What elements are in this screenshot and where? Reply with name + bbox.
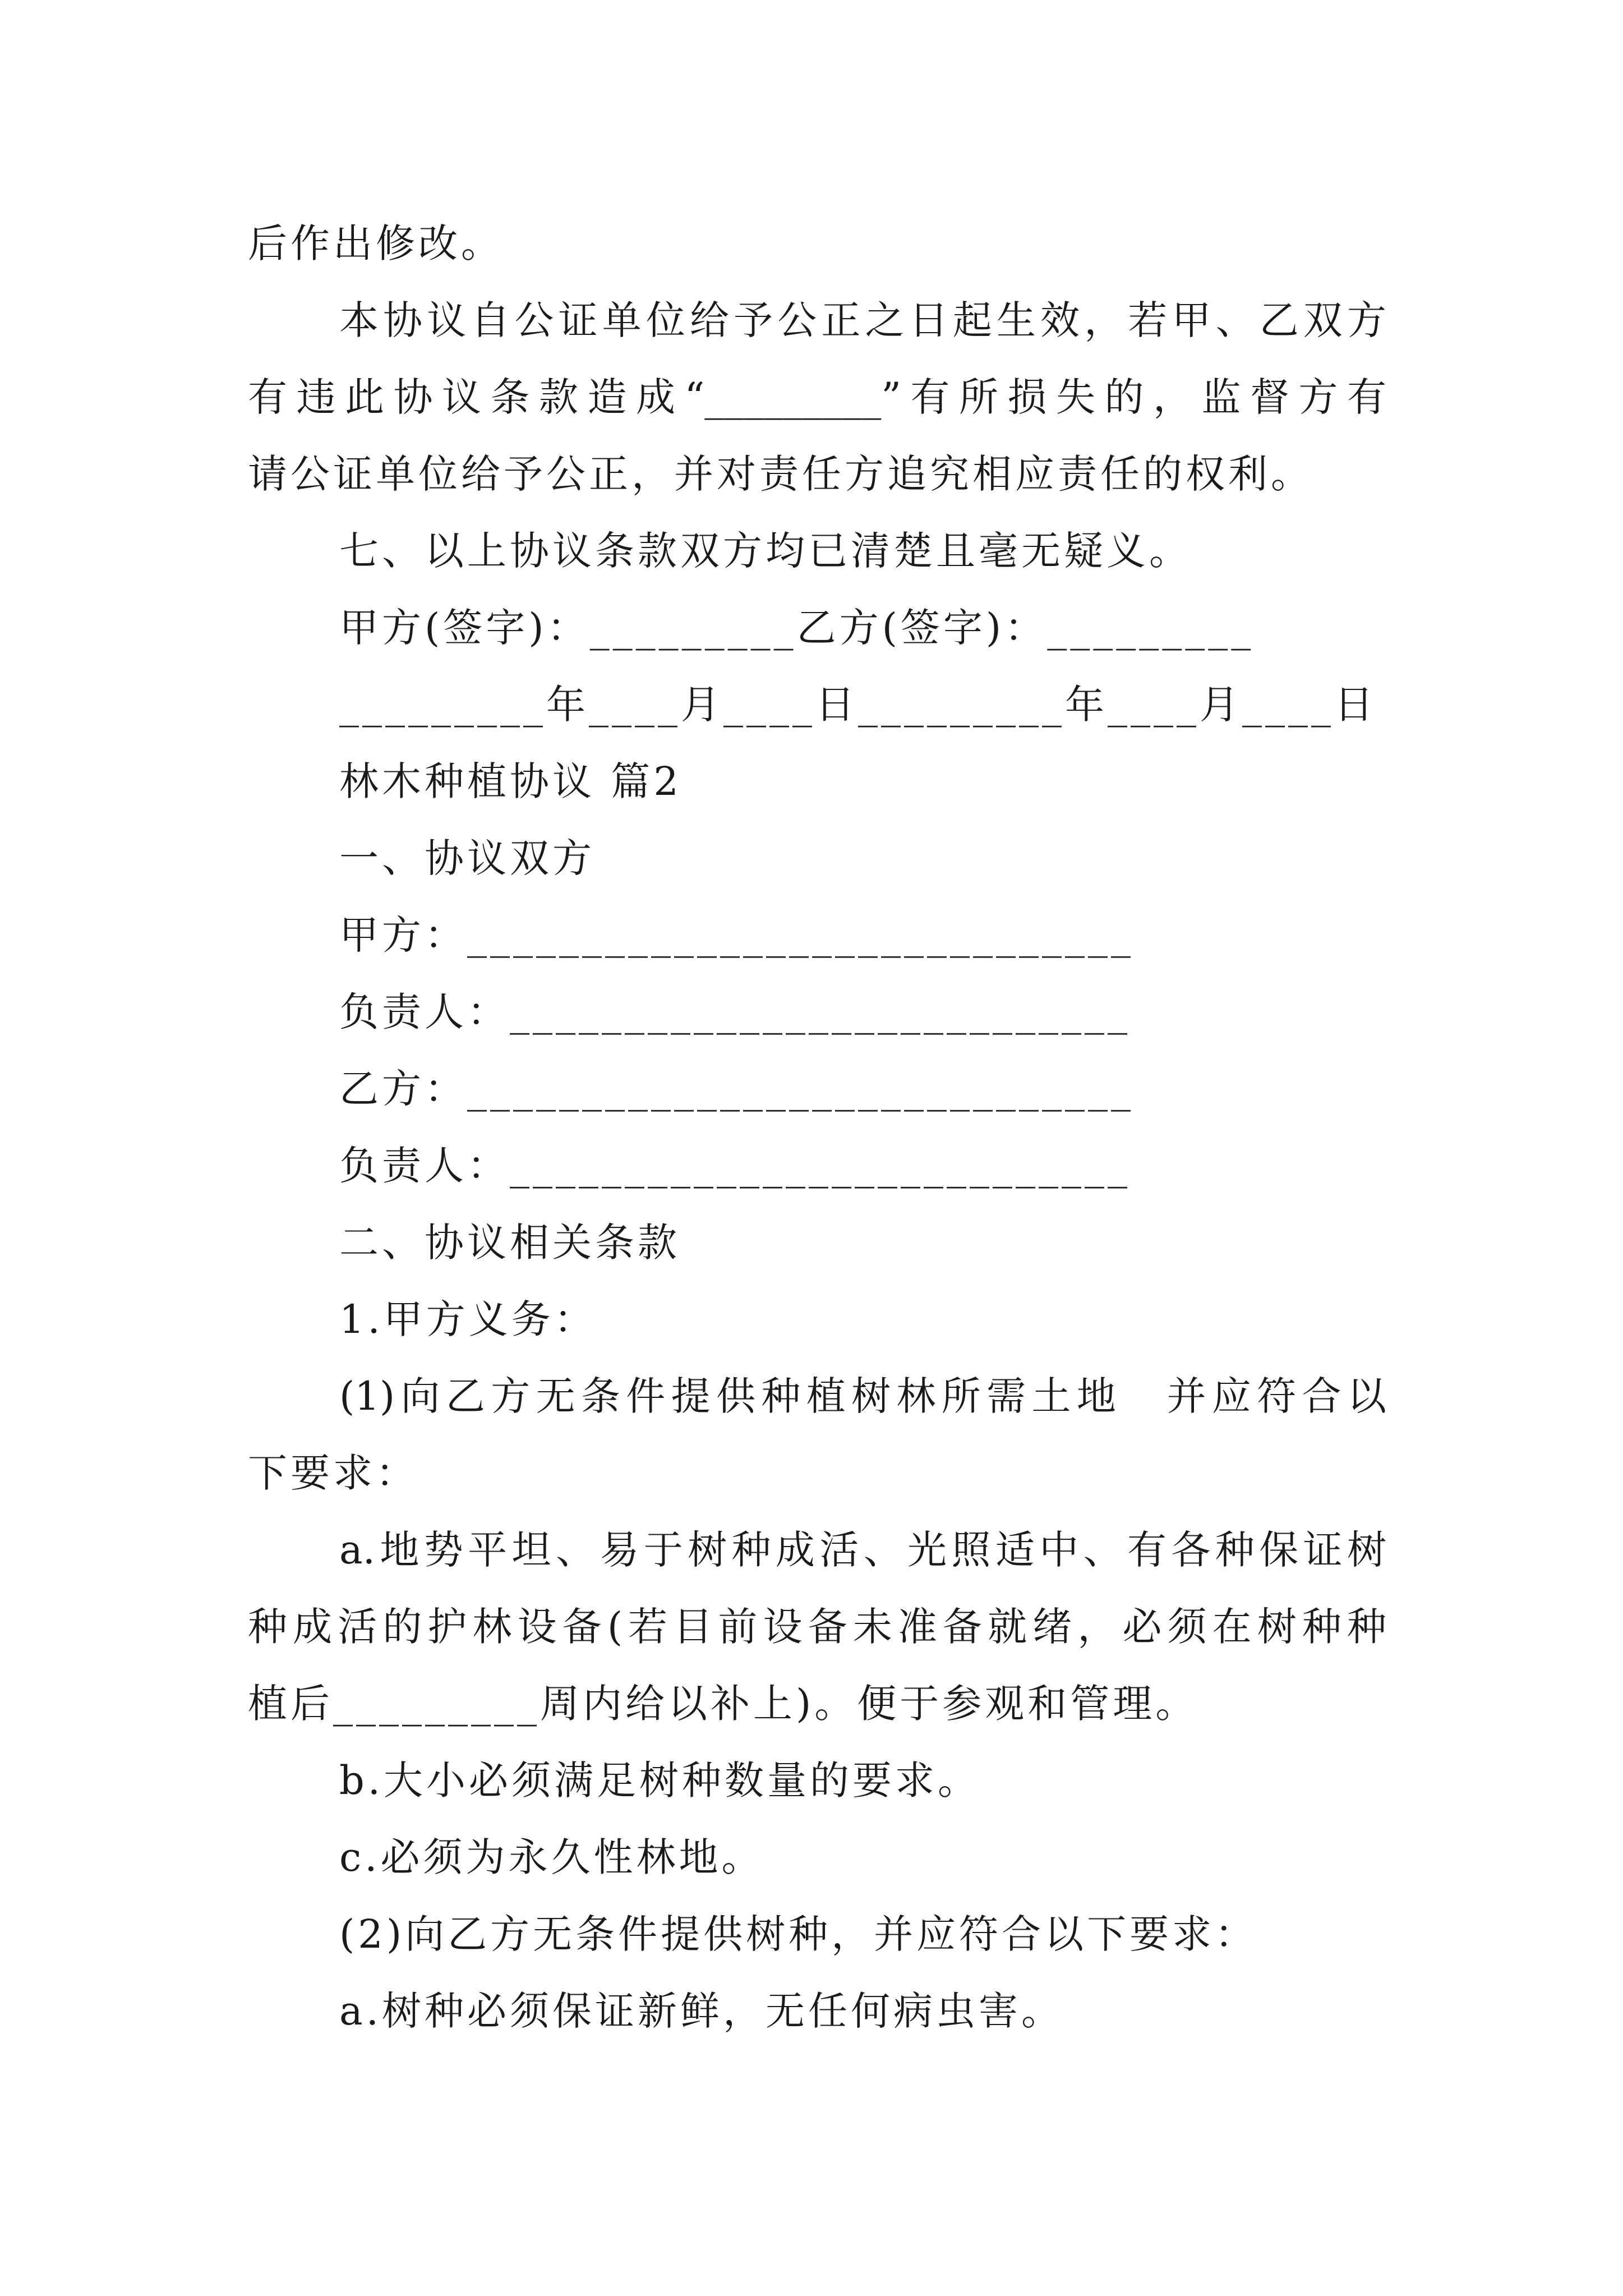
text-line: 本协议自公证单位给予公正之日起生效，若甲、乙双方 [339,297,1386,343]
party-a-representative-field: 负责人：___________________________ [339,989,1131,1035]
party-b-representative-field: 负责人：___________________________ [339,1143,1131,1189]
party-b-field: 乙方：_____________________________ [339,1066,1134,1112]
text-line: (2)向乙方无条件提供树种，并应符合以下要求： [339,1911,1258,1957]
signature-line: 甲方(签字)：_________乙方(签字)：_________ [339,605,1255,651]
text-line: (1)向乙方无条件提供种植树林所需土地 并应符合以 [339,1373,1386,1419]
clause-seven: 七、以上协议条款双方均已清楚且毫无疑义。 [339,528,1192,574]
text-line: a.树种必须保证新鲜，无任何病虫害。 [339,1988,1064,2034]
text-line: 种成活的护林设备(若目前设备未准备就绪，必须在树种种 [248,1604,1386,1650]
section-title: 林木种植协议 篇2 [339,758,682,804]
text-line: 下要求： [248,1450,418,1496]
text-line: 有违此协议条款造成“_________”有所损失的，监督方有 [248,374,1386,420]
subheading-party-a-duties: 1.甲方义务： [339,1296,597,1342]
text-line: 请公证单位给予公正，并对责任方追究相应责任的权利。 [248,451,1313,497]
text-line: a.地势平坦、易于树种成活、光照适中、有各种保证树 [339,1527,1386,1573]
document-body [248,205,1386,2050]
text-line: b.大小必须满足树种数量的要求。 [339,1757,981,1803]
text-line: 后作出修改。 [248,220,504,266]
section-heading-parties: 一、协议双方 [339,835,595,881]
text-line: 植后_________周内给以补上)。便于参观和管理。 [248,1681,1198,1727]
party-a-field: 甲方：_____________________________ [339,912,1134,958]
date-line: _________年____月____日_________年____月____日 [339,682,1377,728]
section-heading-terms: 二、协议相关条款 [339,1220,680,1266]
text-line: c.必须为永久性林地。 [339,1834,764,1880]
